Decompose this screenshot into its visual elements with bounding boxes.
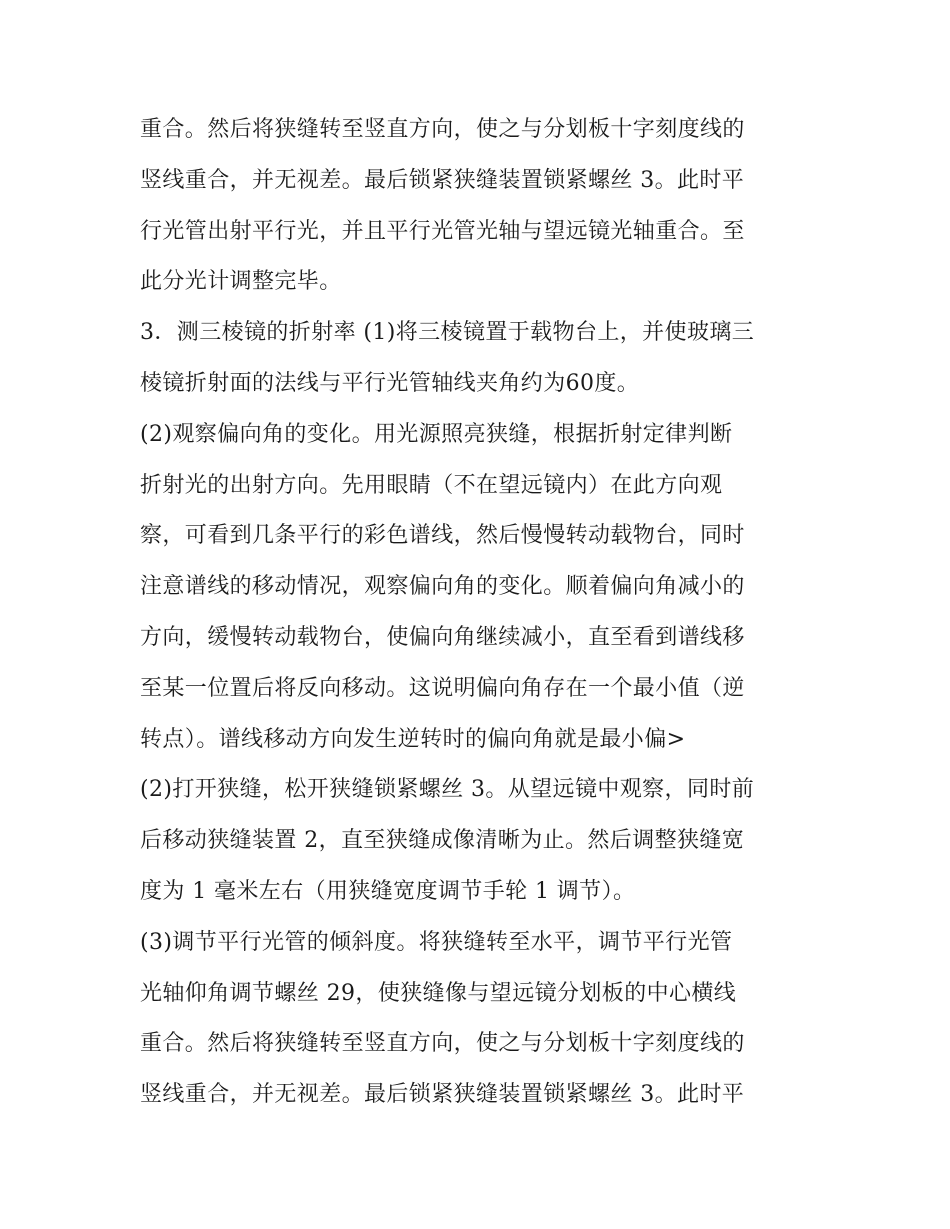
- text-line: (2)打开狭缝，松开狭缝锁紧螺丝 3。从望远镜中观察，同时前: [140, 777, 755, 803]
- text-line: 后移动狭缝装置 2，直至狭缝成像清晰为止。然后调整狭缝宽: [140, 828, 745, 854]
- text-line: 此分光计调整完毕。: [140, 269, 342, 295]
- text-line: 光轴仰角调节螺丝 29，使狭缝像与望远镜分划板的中心横线: [140, 980, 737, 1006]
- document-body: [140, 105, 820, 1121]
- text-line: 度为 1 毫米左右（用狭缝宽度调节手轮 1 调节）。: [140, 878, 636, 904]
- text-line: 3．测三棱镜的折射率 (1)将三棱镜置于载物台上，并使玻璃三: [140, 320, 755, 346]
- text-line: 转点）。谱线移动方向发生逆转时的偏向角就是最小偏>: [140, 726, 686, 752]
- text-line: 竖线重合，并无视差。最后锁紧狭缝装置锁紧螺丝 3。此时平: [140, 167, 745, 193]
- text-line: 察，可看到几条平行的彩色谱线，然后慢慢转动载物台，同时: [140, 523, 745, 549]
- text-line: 方向，缓慢转动载物台，使偏向角继续减小，直至看到谱线移: [140, 624, 745, 650]
- text-line: 重合。然后将狭缝转至竖直方向，使之与分划板十字刻度线的: [140, 1031, 745, 1057]
- text-line: (2)观察偏向角的变化。用光源照亮狭缝，根据折射定律判断: [140, 421, 733, 447]
- text-line: (3)调节平行光管的倾斜度。将狭缝转至水平，调节平行光管: [140, 929, 733, 955]
- text-line: 折射光的出射方向。先用眼睛（不在望远镜内）在此方向观: [140, 472, 723, 498]
- text-line: 重合。然后将狭缝转至竖直方向，使之与分划板十字刻度线的: [140, 117, 745, 142]
- text-line: 竖线重合，并无视差。最后锁紧狭缝装置锁紧螺丝 3。此时平: [140, 1082, 745, 1108]
- text-line: 棱镜折射面的法线与平行光管轴线夹角约为60度。: [140, 370, 640, 396]
- text-line: 至某一位置后将反向移动。这说明偏向角存在一个最小值（逆: [140, 675, 745, 701]
- text-line: 行光管出射平行光，并且平行光管光轴与望远镜光轴重合。至: [140, 218, 745, 244]
- text-line: 注意谱线的移动情况，观察偏向角的变化。顺着偏向角减小的: [140, 574, 745, 600]
